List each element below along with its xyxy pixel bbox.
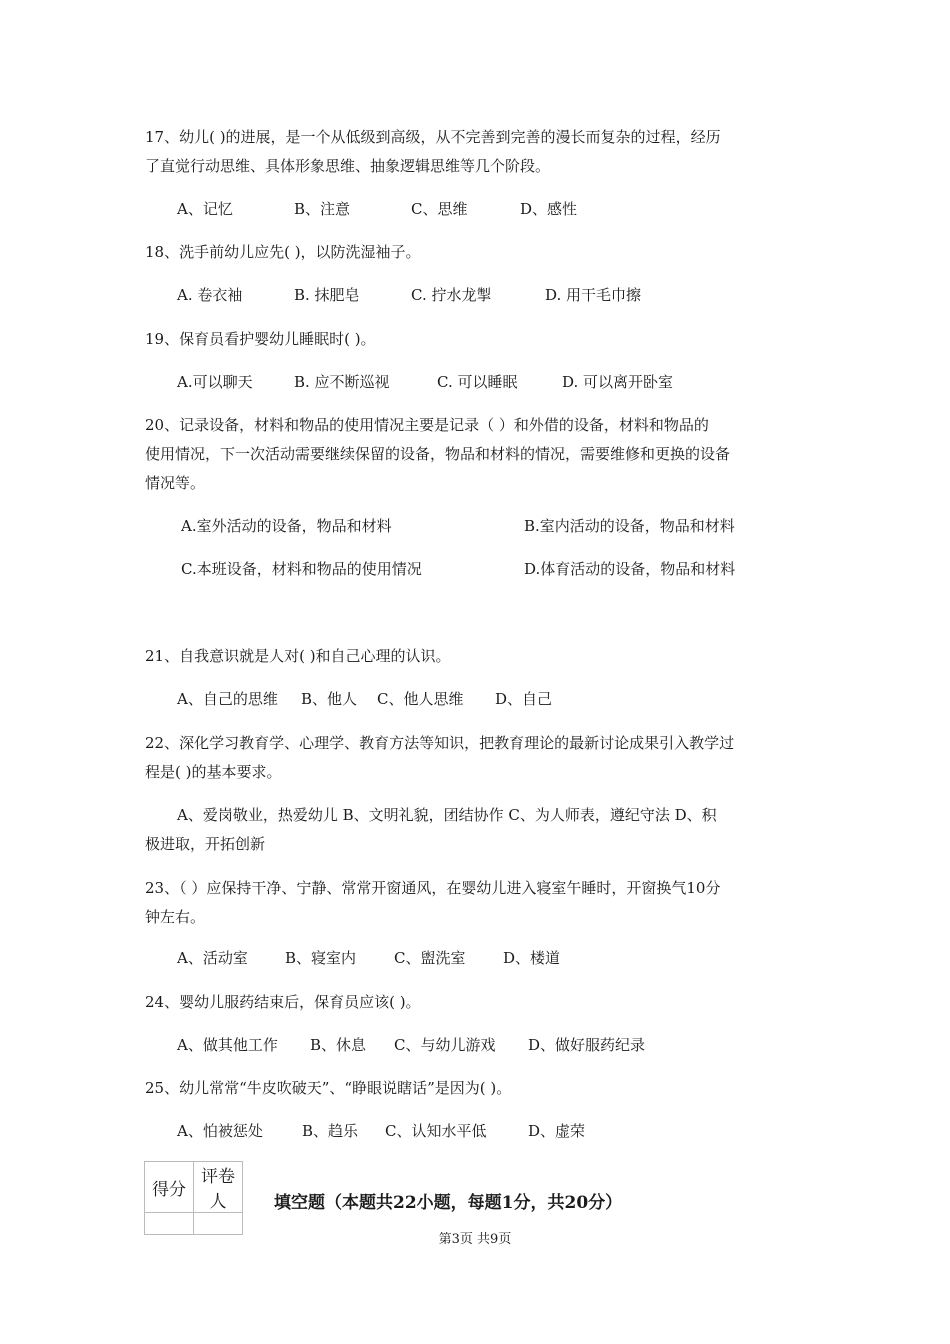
question-22-text: 22、深化学习教育学、心理学、教育方法等知识，把教育理论的最新讨论成果引入教学过 [145, 734, 735, 752]
option-a: A.室外活动的设备，物品和材料 [181, 517, 392, 535]
option-c: C.本班设备，材料和物品的使用情况 [181, 560, 422, 578]
option-d: D、楼道 [503, 949, 561, 967]
question-17-text: 17、幼儿( )的进展，是一个从低级到高级，从不完善到完善的漫长而复杂的过程，经历 [145, 128, 721, 146]
question-24-text: 24、婴幼儿服药结束后，保育员应该( )。 [145, 993, 421, 1011]
grader-header: 评卷人 [194, 1162, 243, 1213]
question-18-text: 18、洗手前幼儿应先( )，以防洗湿袖子。 [145, 243, 421, 261]
option-b: B、注意 [294, 200, 351, 218]
option-c: C、认知水平低 [385, 1122, 487, 1140]
option-d: D. 可以离开卧室 [562, 373, 674, 391]
option-d: D、感性 [520, 200, 578, 218]
option-b: B、他人 [301, 690, 358, 708]
question-23-text-cont: 钟左右。 [145, 908, 206, 926]
option-b: B、趋乐 [302, 1122, 359, 1140]
option-c: C、盥洗室 [394, 949, 466, 967]
section-title: 填空题（本题共22小题，每题1分，共20分） [274, 1193, 623, 1213]
option-d: D、虚荣 [528, 1122, 586, 1140]
option-a: A、自己的思维 [177, 690, 278, 708]
option-d: D、自己 [495, 690, 553, 708]
option-b: B、休息 [310, 1036, 367, 1054]
question-20-text: 20、记录设备，材料和物品的使用情况主要是记录（ ）和外借的设备，材料和物品的 [145, 416, 709, 434]
option-a: A、怕被惩处 [177, 1122, 263, 1140]
question-22-options-cont: 极进取，开拓创新 [145, 835, 266, 853]
question-21-text: 21、自我意识就是人对( )和自己心理的认识。 [145, 647, 451, 665]
question-22-options: A、爱岗敬业，热爱幼儿 B、文明礼貌，团结协作 C、为人师表，遵纪守法 D、积 [177, 806, 717, 824]
option-a: A.可以聊天 [177, 373, 253, 391]
option-b: B.室内活动的设备，物品和材料 [524, 517, 735, 535]
option-c: C. 拧水龙掣 [411, 286, 492, 304]
option-d: D.体育活动的设备，物品和材料 [524, 560, 736, 578]
question-20-text-cont2: 情况等。 [145, 474, 206, 492]
option-a: A. 卷衣袖 [177, 286, 243, 304]
option-b: B. 应不断巡视 [294, 373, 390, 391]
score-header: 得分 [145, 1162, 194, 1213]
question-23-text: 23、（ ）应保持干净、宁静、常常开窗通风，在婴幼儿进入寝室午睡时，开窗换气10分 [145, 879, 721, 897]
question-19-text: 19、保育员看护婴幼儿睡眠时( )。 [145, 330, 376, 348]
option-c: C、他人思维 [377, 690, 464, 708]
page-footer: 第3页 共9页 [438, 1232, 512, 1247]
score-table [144, 1161, 243, 1235]
option-b: B、寝室内 [285, 949, 357, 967]
question-20-text-cont: 使用情况，下一次活动需要继续保留的设备，物品和材料的情况，需要维修和更换的设备 [145, 445, 731, 463]
option-d: D、做好服药纪录 [528, 1036, 646, 1054]
question-22-text-cont: 程是( )的基本要求。 [145, 763, 282, 781]
option-c: C、思维 [411, 200, 468, 218]
question-17-text-cont: 了直觉行动思维、具体形象思维、抽象逻辑思维等几个阶段。 [145, 157, 551, 175]
question-25-text: 25、幼儿常常“牛皮吹破天”、“睁眼说瞎话”是因为( )。 [145, 1079, 512, 1097]
option-a: A、活动室 [177, 949, 248, 967]
option-b: B. 抹肥皂 [294, 286, 360, 304]
option-a: A、记忆 [177, 200, 233, 218]
option-c: C、与幼儿游戏 [394, 1036, 496, 1054]
option-a: A、做其他工作 [177, 1036, 278, 1054]
option-d: D. 用干毛巾擦 [545, 286, 642, 304]
option-c: C. 可以睡眠 [437, 373, 518, 391]
